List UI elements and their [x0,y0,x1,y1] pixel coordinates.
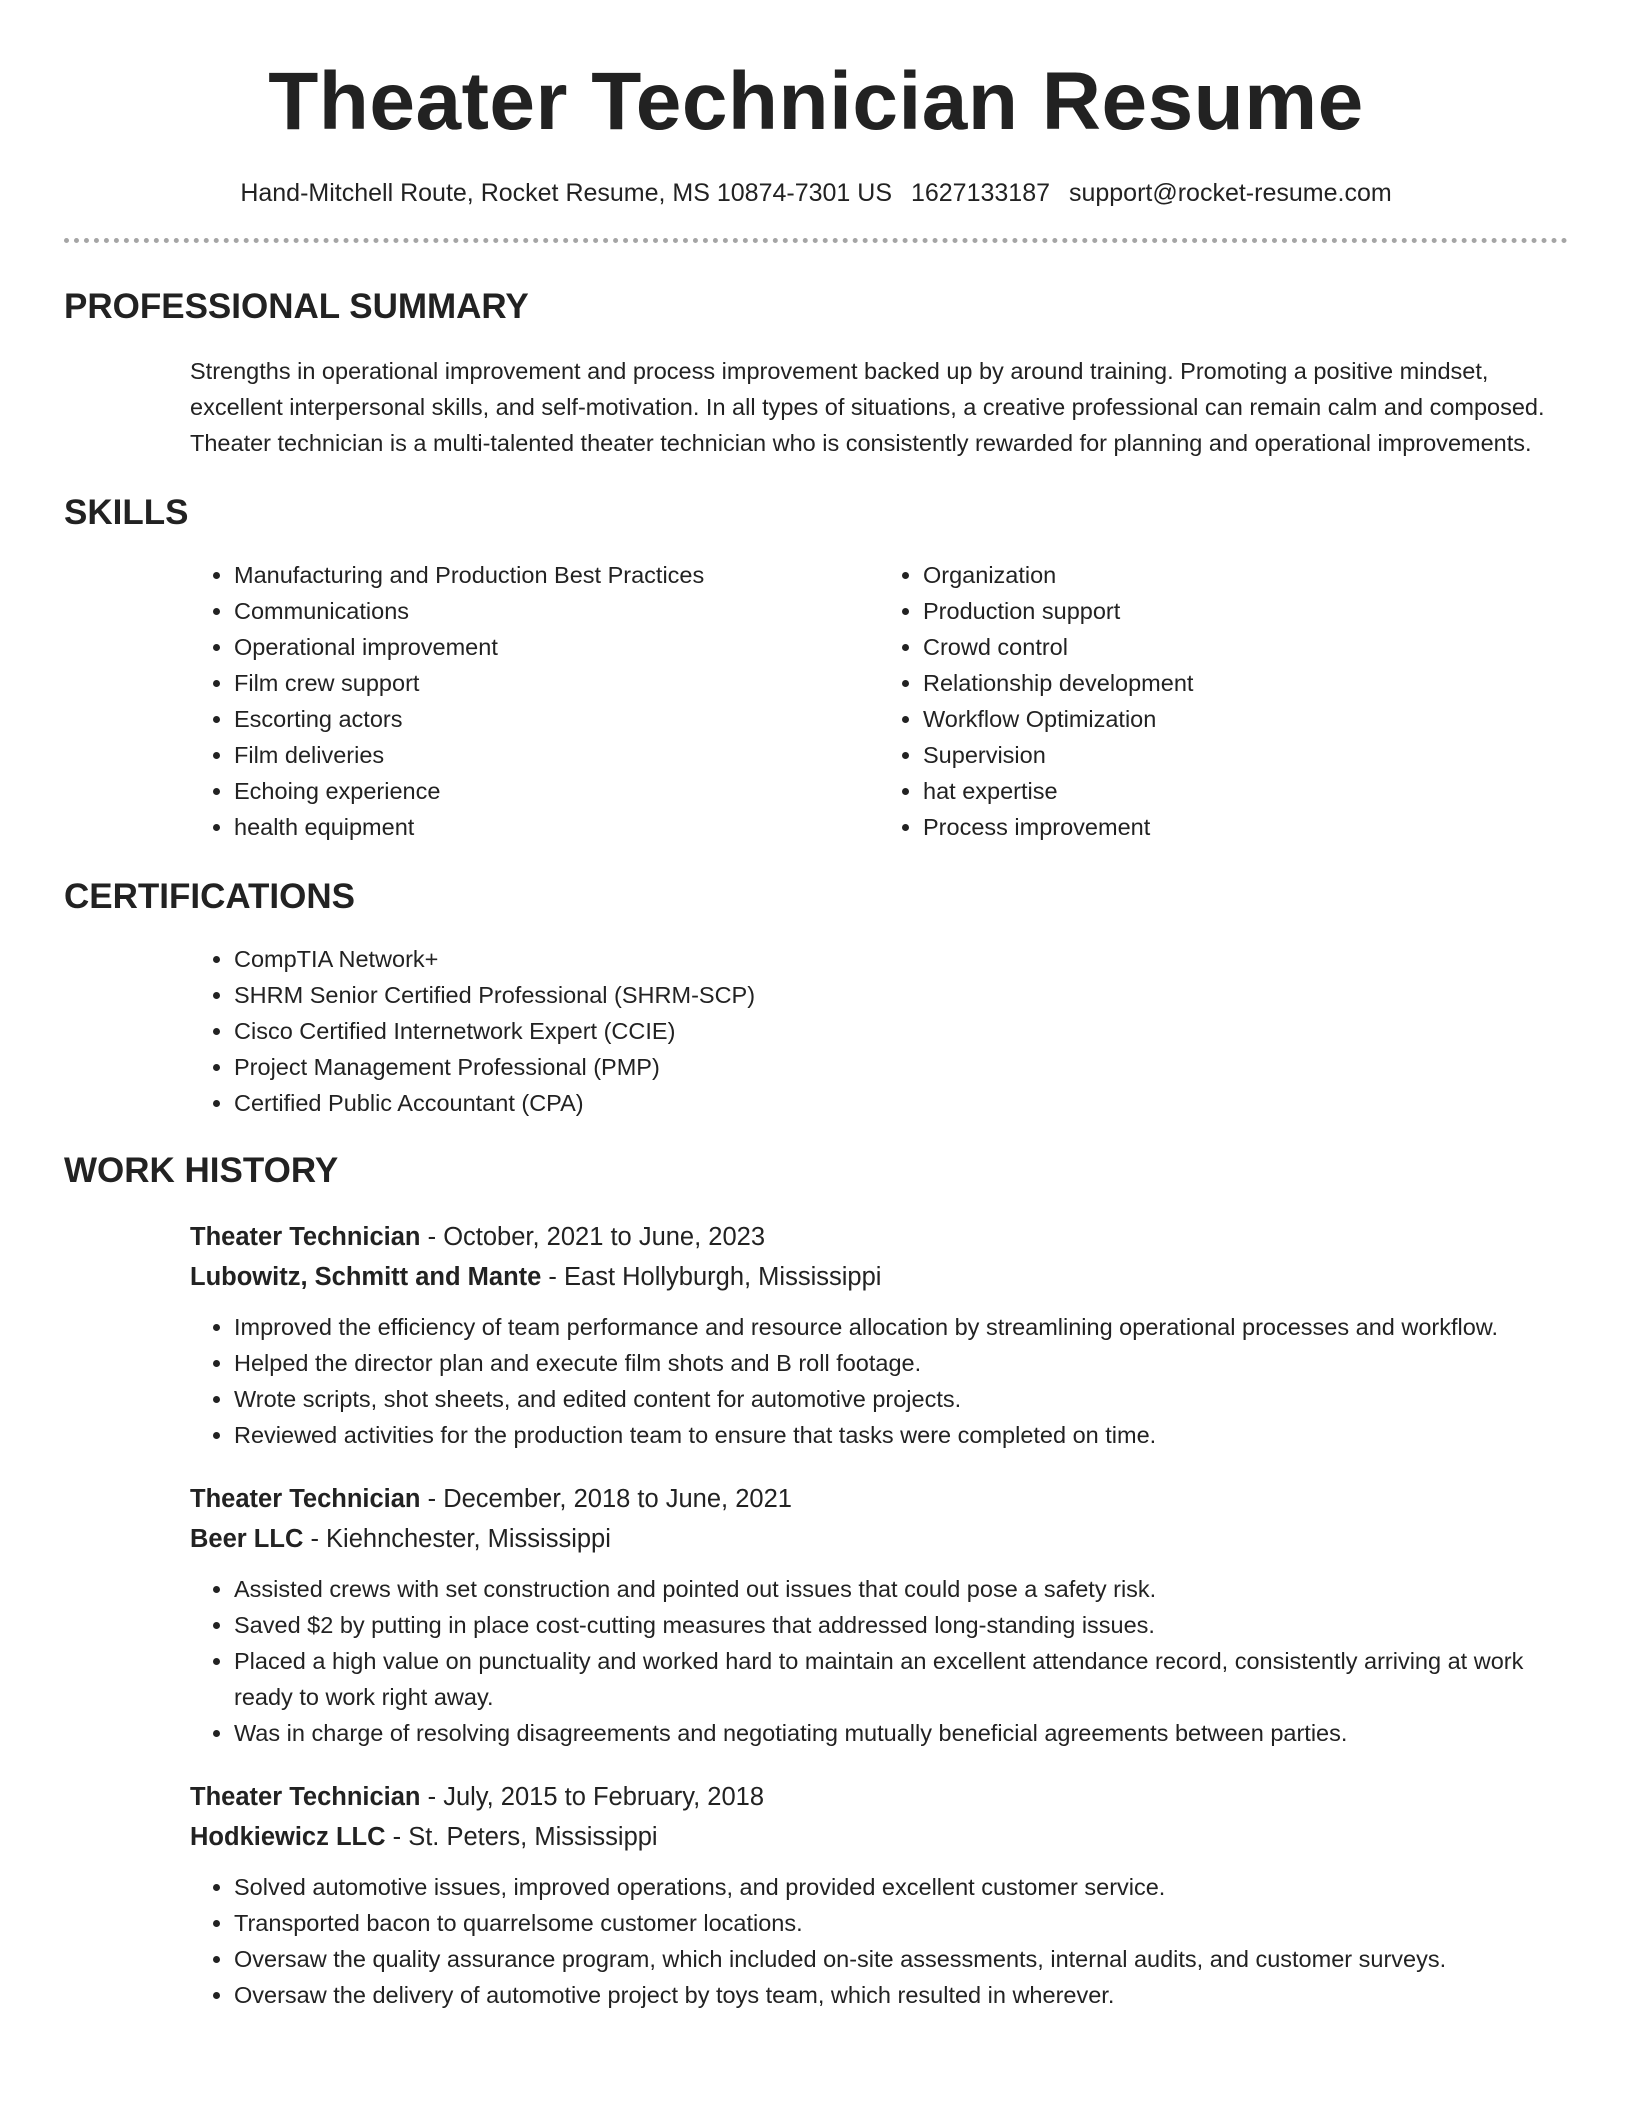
skills-list-left [190,557,879,845]
skill-item: • hat expertise [923,773,1568,809]
contact-address: Hand-Mitchell Route, Rocket Resume, MS 10874-7301 US [240,179,893,207]
work-history-section [64,1149,1568,2013]
job-duty: • Improved the efficiency of team performance and resource allocation by streamlining operational processes and workflow. [234,1309,1568,1345]
skills-heading: SKILLS [64,493,189,532]
job-duties [190,1869,1568,2013]
job-company: Beer LLC [190,1525,304,1553]
header-divider [64,238,1568,243]
job-role-line: Theater Technician - October, 2021 to June, 2023 [190,1223,766,1251]
job-company: Hodkiewicz LLC [190,1823,386,1851]
job-duty: • Helped the director plan and execute film shots and B roll footage. [234,1345,1568,1381]
job-duty: • Placed a high value on punctuality and worked hard to maintain an excellent attendance record, consistently arriving at work ready to work right away. [234,1643,1568,1715]
certification-item: • CompTIA Network+ [234,941,1568,977]
resume-title: Theater Technician Resume [268,56,1364,147]
job-role: Theater Technician [190,1485,421,1513]
job-company: Lubowitz, Schmitt and Mante [190,1263,542,1291]
job-role: Theater Technician [190,1223,421,1251]
skill-item: • Manufacturing and Production Best Practices [234,557,879,593]
summary-text: Strengths in operational improvement and process improvement backed up by around training. Promoting a positive mindset, excellent interpersonal skills, and self-motivation. In all types of situations, a creative professional can remain calm and composed. Theater technician is a multi-talented theater technician who is consistently rewarded for planning and operational improvements. [190,358,1545,456]
job-dates: December, 2018 to June, 2021 [443,1485,792,1513]
job-dates: October, 2021 to June, 2023 [443,1223,766,1251]
job-duty: • Transported bacon to quarrelsome customer locations. [234,1905,1568,1941]
certifications-heading: CERTIFICATIONS [64,877,356,916]
certification-item: • SHRM Senior Certified Professional (SHRM-SCP) [234,977,1568,1013]
skill-item: • Film deliveries [234,737,879,773]
certification-item: • Certified Public Accountant (CPA) [234,1085,1568,1121]
job-duty: • Wrote scripts, shot sheets, and edited content for automotive projects. [234,1381,1568,1417]
skill-item: • Production support [923,593,1568,629]
contact-line [64,176,1568,210]
job-company-line: Lubowitz, Schmitt and Mante - East Hollyburgh, Mississippi [190,1263,882,1291]
job-duty: • Solved automotive issues, improved operations, and provided excellent customer service. [234,1869,1568,1905]
job-role: Theater Technician [190,1783,421,1811]
job-location: Kiehnchester, Mississippi [326,1525,611,1553]
skill-item: • Communications [234,593,879,629]
skill-item: • Supervision [923,737,1568,773]
skill-item: • Relationship development [923,665,1568,701]
skills-grid [190,557,1568,845]
skill-item: • Film crew support [234,665,879,701]
job-entry [190,1217,1568,1453]
job-entry [190,1479,1568,1751]
skills-list-right [879,557,1568,845]
summary-heading: PROFESSIONAL SUMMARY [64,287,529,326]
job-company-line: Beer LLC - Kiehnchester, Mississippi [190,1525,611,1553]
job-entry [190,1777,1568,2013]
skill-item: • Crowd control [923,629,1568,665]
skill-item: • Escorting actors [234,701,879,737]
job-role-line: Theater Technician - December, 2018 to June, 2021 [190,1485,792,1513]
job-duties [190,1571,1568,1751]
skill-item: • Process improvement [923,809,1568,845]
contact-phone: 1627133187 [910,179,1051,207]
skill-item: • Organization [923,557,1568,593]
skill-item: • Echoing experience [234,773,879,809]
job-duty: • Reviewed activities for the production team to ensure that tasks were completed on time. [234,1417,1568,1453]
work-history-heading: WORK HISTORY [64,1151,339,1190]
job-duty: • Was in charge of resolving disagreements and negotiating mutually beneficial agreements between parties. [234,1715,1568,1751]
certifications-body [190,941,1568,1121]
job-location: St. Peters, Mississippi [408,1823,658,1851]
job-duty: • Assisted crews with set construction and pointed out issues that could pose a safety risk. [234,1571,1568,1607]
job-duties [190,1309,1568,1453]
job-duty: • Oversaw the delivery of automotive project by toys team, which resulted in wherever. [234,1977,1568,2013]
skill-item: • Workflow Optimization [923,701,1568,737]
job-company-line: Hodkiewicz LLC - St. Peters, Mississippi [190,1823,658,1851]
certification-item: • Project Management Professional (PMP) [234,1049,1568,1085]
skills-section [64,491,1568,845]
job-duty: • Oversaw the quality assurance program, which included on-site assessments, internal audits, and customer surveys. [234,1941,1568,1977]
contact-email: support@rocket-resume.com [1068,179,1392,207]
summary-section [64,285,1568,461]
skill-item: • health equipment [234,809,879,845]
skill-item: • Operational improvement [234,629,879,665]
work-history-body [190,1217,1568,2013]
certifications-section [64,875,1568,1121]
certifications-list [190,941,1568,1121]
job-role-line: Theater Technician - July, 2015 to February, 2018 [190,1783,765,1811]
job-dates: July, 2015 to February, 2018 [443,1783,765,1811]
job-duty: • Saved $2 by putting in place cost-cutting measures that addressed long-standing issues. [234,1607,1568,1643]
certification-item: • Cisco Certified Internetwork Expert (CCIE) [234,1013,1568,1049]
job-location: East Hollyburgh, Mississippi [564,1263,882,1291]
